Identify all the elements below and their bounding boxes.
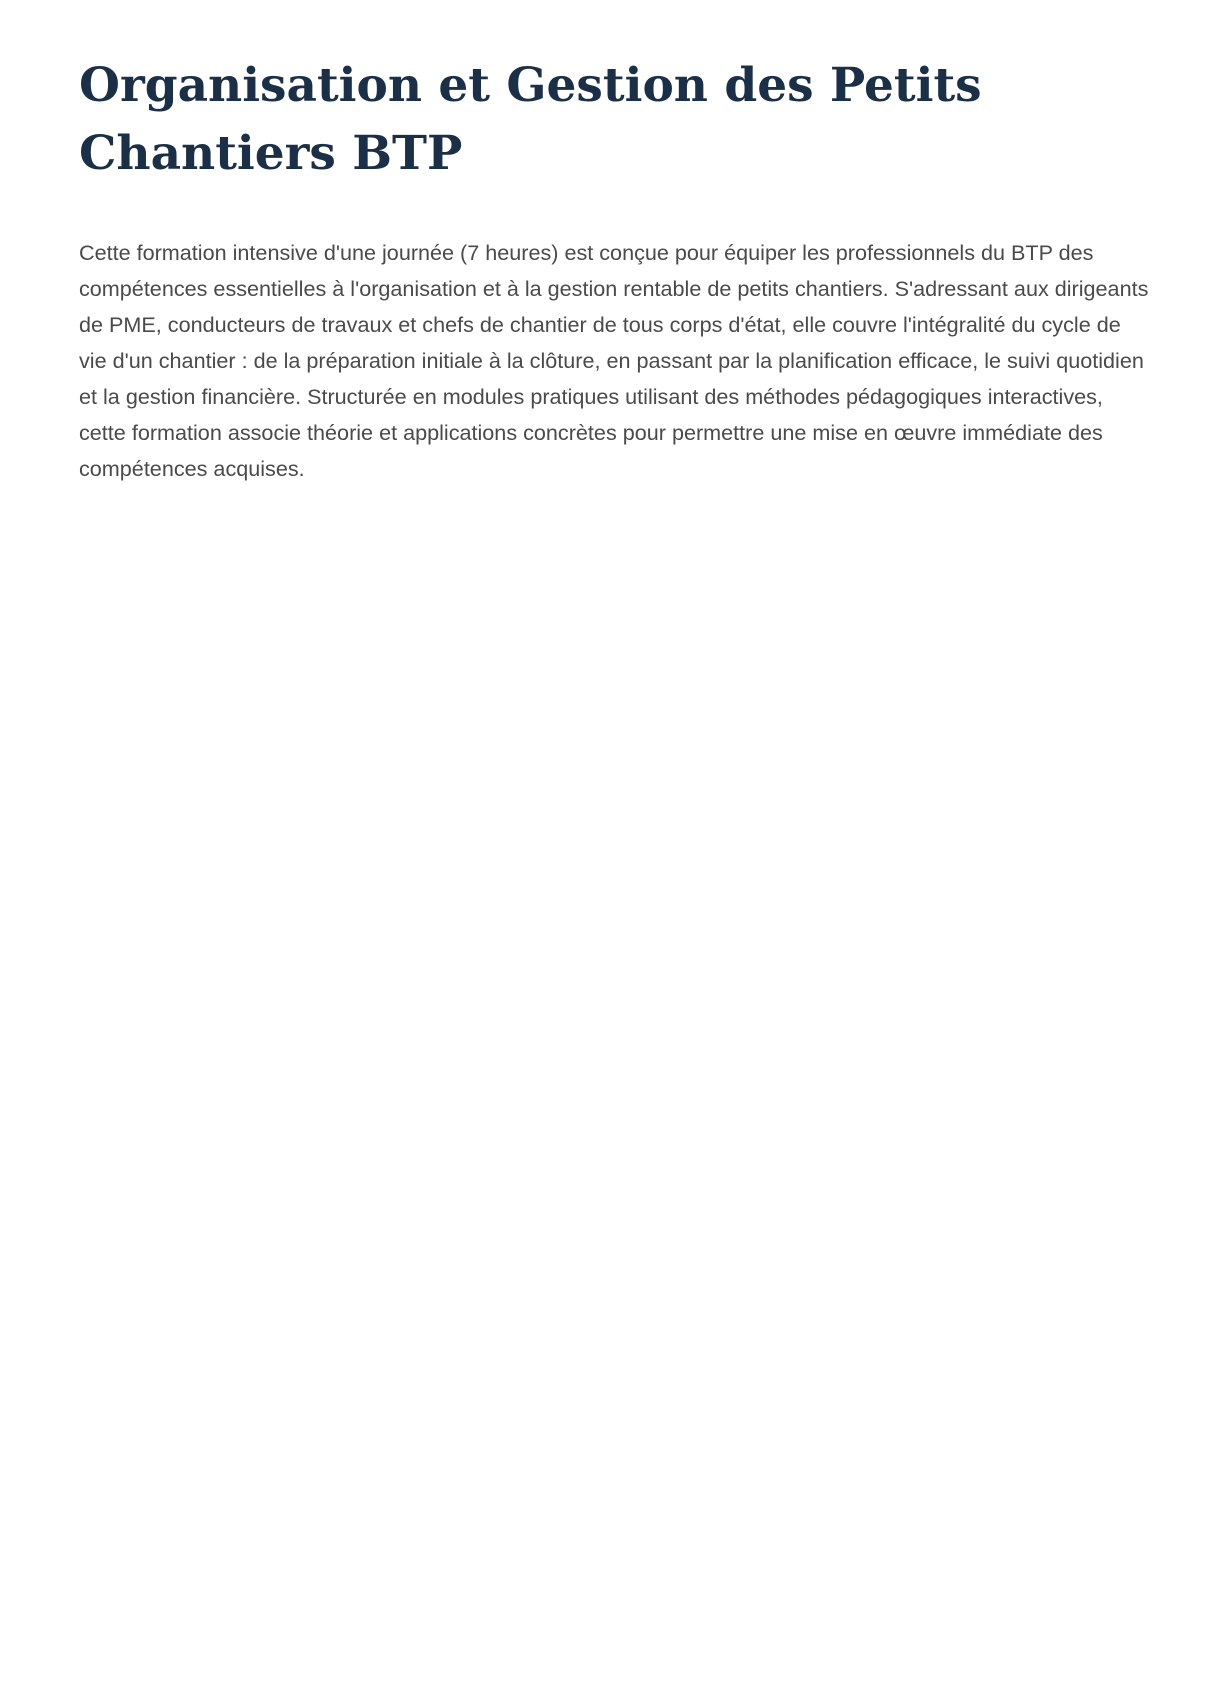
document-title: Organisation et Gestion des Petits Chantiers BTP	[79, 58, 982, 181]
document-intro-paragraph: Cette formation intensive d'une journée (7 heures) est conçue pour équiper les professionnels du BTP des compétences essentielles à l'organisation et à la gestion rentable de petits chantiers. S'adressant aux dirigeants de PME, conducteurs de travaux et chefs de chantier de tous corps d'état, elle couvre l'intégralité du cycle de vie d'un chantier : de la préparation initiale à la clôture, en passant par la planification efficace, le suivi quotidien et la gestion financière. Structurée en modules pratiques utilisant des méthodes pédagogiques interactives, cette formation associe théorie et applications concrètes pour permettre une mise en œuvre immédiate des compétences acquises.	[79, 240, 1149, 481]
